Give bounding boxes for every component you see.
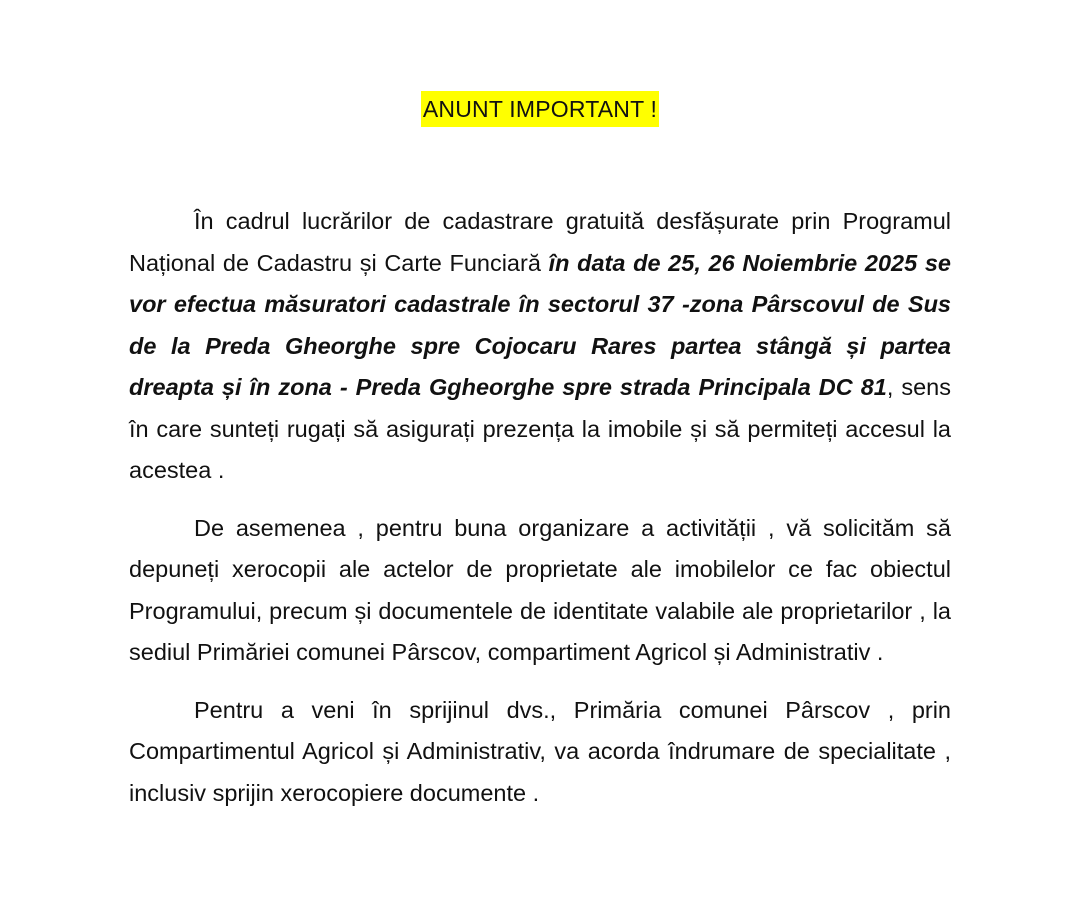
paragraph-1-emphasis: în data de 25, 26 Noiembrie 2025 se vor efectua măsuratori cadastrale în sectorul 37 -zona Pârscovul de Sus de la Preda Gheorghe spre Cojocaru Rares partea stângă și partea dreapta și în zona - Preda Ggheorghe spre strada Principala DC 81 xyxy=(129,249,951,400)
paragraph-documents: De asemenea , pentru buna organizare a activității , vă solicităm să depuneți xerocopii ale actelor de proprietate ale imobilelor ce fac obiectul Programului, precum și documentele de identitate valabile ale proprietarilor , la sediul Primăriei comunei Pârscov, compartiment Agricol și Administrativ . xyxy=(129,514,951,665)
title-container xyxy=(0,91,1080,127)
paragraph-1-request: , sens în care sunteți rugați să asigurați prezența la imobile și să permiteți accesul la acestea . xyxy=(129,374,952,483)
paragraph-1-intro: În cadrul lucrărilor de cadastrare gratuită desfășurate prin Programul Național de Cadastru și Carte Funciară xyxy=(129,208,951,276)
paragraph-measurements xyxy=(129,201,951,492)
paragraph-support: Pentru a veni în sprijinul dvs., Primăria comunei Pârscov , prin Compartimentul Agricol și Administrativ, va acorda îndrumare de specialitate , inclusiv sprijin xerocopiere documente . xyxy=(129,696,951,806)
announcement-title: ANUNT IMPORTANT ! xyxy=(421,91,659,127)
announcement-body xyxy=(129,201,951,814)
